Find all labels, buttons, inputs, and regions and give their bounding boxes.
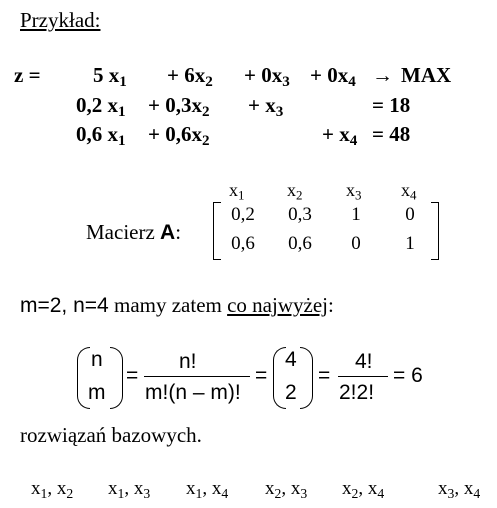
result: = 6 — [393, 364, 423, 387]
equals-2: = — [255, 364, 268, 387]
basis-pair: $x_3$, $x_4$ — [438, 478, 481, 501]
basis-pair: $x_1$, $x_4$ — [186, 478, 229, 501]
objective-term-3: + $0x_3$ — [244, 63, 290, 91]
heading: Przykład: — [20, 8, 101, 32]
matrix-header-x4: $x_4$ — [401, 180, 417, 203]
constraint2-term-4: + $x_4$ — [322, 122, 358, 150]
constraint1-term-1: 0,2 $x_1$ — [76, 93, 126, 121]
fraction2-denominator: 2!2! — [339, 381, 375, 404]
fraction1-denominator: m!(n – m)! — [145, 381, 241, 404]
objective-term-2: + $6x_2$ — [167, 63, 213, 91]
basic-solutions-text: rozwiązań bazowych. — [20, 423, 202, 447]
matrix-cell: 1 — [351, 204, 361, 225]
binom1-bottom: m — [88, 381, 106, 404]
equals-1: = — [126, 364, 139, 387]
matrix-label: Macierz A: — [86, 220, 182, 244]
fraction1-line — [144, 376, 250, 377]
fraction1-numerator: n! — [179, 350, 197, 373]
constraint1-term-2: + $0,3x_2$ — [148, 93, 210, 121]
basis-pair: $x_2$, $x_3$ — [265, 478, 308, 501]
basis-pair: $x_2$, $x_4$ — [342, 478, 385, 501]
matrix-header-x3: $x_3$ — [346, 180, 362, 203]
binom2-bottom: 2 — [285, 381, 297, 404]
constraint2-term-2: + $0,6x_2$ — [148, 122, 210, 150]
binom1-top: n — [91, 348, 103, 371]
matrix-cell: 1 — [405, 233, 415, 254]
fraction2-line — [338, 376, 388, 377]
matrix-cell: 0,6 — [288, 233, 312, 254]
objective-term-1: 5 $x_1$ — [93, 63, 127, 91]
binom2-top: 4 — [285, 348, 297, 371]
matrix-cell: 0 — [405, 204, 415, 225]
m-n-statement: m=2, n=4 mamy zatem co najwyżej: — [20, 293, 334, 317]
fraction2-numerator: 4! — [355, 350, 373, 373]
basis-pair: $x_1$, $x_2$ — [31, 478, 74, 501]
binom1-right-paren — [110, 347, 123, 409]
objective-goal: MAX — [401, 63, 452, 87]
constraint1-rhs: = 18 — [372, 93, 411, 117]
basis-pair: $x_1$, $x_3$ — [108, 478, 151, 501]
constraint2-term-1: 0,6 $x_1$ — [76, 122, 126, 150]
matrix-cell: 0,2 — [231, 204, 255, 225]
objective-lhs: z = — [14, 63, 41, 87]
matrix-cell: 0 — [351, 233, 361, 254]
objective-term-4: + $0x_4$ — [310, 63, 356, 91]
equals-3: = — [318, 364, 331, 387]
matrix-cell: 0,3 — [288, 204, 312, 225]
constraint2-rhs: = 48 — [372, 122, 411, 146]
matrix-cell: 0,6 — [231, 233, 255, 254]
maximize-arrow: → — [372, 63, 393, 87]
binom2-right-paren — [300, 347, 313, 409]
matrix-header-x1: $x_1$ — [229, 180, 245, 203]
constraint1-term-3: + $x_3$ — [248, 93, 284, 121]
matrix-header-x2: $x_2$ — [287, 180, 303, 203]
